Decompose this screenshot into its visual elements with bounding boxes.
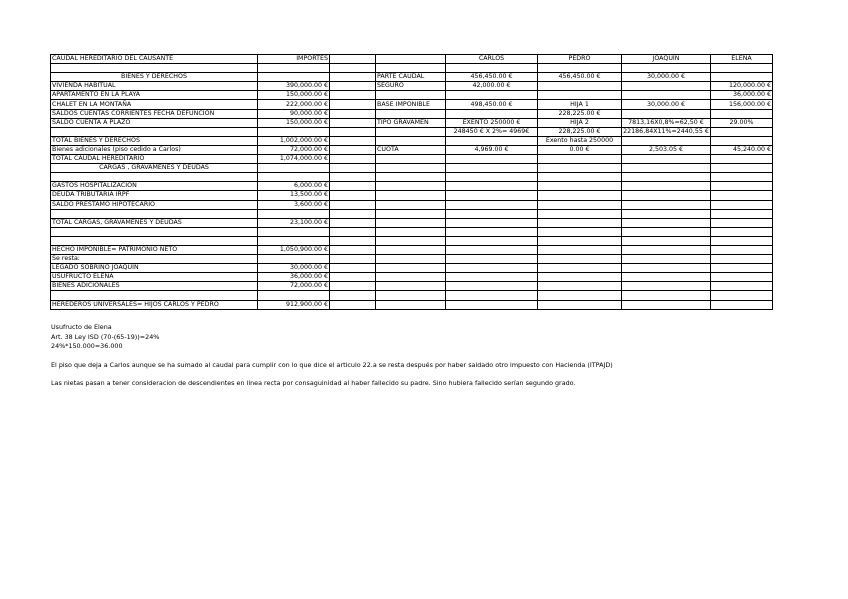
table-cell: 45,240.00 €: [711, 145, 773, 154]
table-cell: [330, 236, 376, 245]
table-cell: [622, 91, 711, 100]
table-cell: 498,450.00 €: [446, 100, 538, 109]
note-usufruct-result: 24%*150.000=36.000: [51, 342, 123, 350]
table-cell: [258, 127, 330, 136]
table-cell: [330, 264, 376, 273]
table-cell: [711, 136, 773, 145]
table-cell: TIPO GRAVAMEN: [376, 118, 446, 127]
table-cell: [622, 136, 711, 145]
table-cell: [538, 255, 622, 264]
table-cell: [258, 291, 330, 300]
table-cell: [51, 173, 258, 182]
table-cell: 22186,84X11%=2440,55 €: [623, 127, 709, 135]
table-cell: [258, 209, 330, 218]
table-cell: 72,000.00 €: [258, 282, 330, 291]
table-cell: [376, 227, 446, 236]
table-cell: [711, 282, 773, 291]
table-row: [51, 82, 773, 91]
table-cell: [258, 173, 330, 182]
table-cell: [330, 82, 376, 91]
table-cell: [376, 127, 446, 136]
note-usufruct-title: Usufructo de Elena: [51, 323, 112, 331]
table-cell: 228,225.00 €: [538, 127, 622, 136]
table-cell: [622, 227, 711, 236]
table-cell: IMPORTES: [258, 55, 330, 64]
table-row: [51, 118, 773, 127]
table-cell: [376, 64, 446, 73]
table-cell: [51, 291, 258, 300]
table-row: [51, 255, 773, 264]
table-row: [51, 155, 773, 164]
table-cell: [376, 209, 446, 218]
table-cell: [330, 91, 376, 100]
table-cell: Bienes adicionales (piso cedido a Carlos): [51, 145, 258, 154]
table-cell: [330, 55, 376, 64]
table-cell: [622, 245, 711, 254]
table-cell: [376, 245, 446, 254]
table-cell: [446, 218, 538, 227]
table-cell: [330, 136, 376, 145]
table-cell: 36,000.00 €: [258, 273, 330, 282]
table-cell: [258, 164, 330, 173]
table-row: [51, 182, 773, 191]
table-cell: [622, 82, 711, 91]
table-cell: VIVIENDA HABITUAL: [51, 82, 258, 91]
table-cell: SALDO PRÉSTAMO HIPOTECARIO: [51, 200, 258, 209]
table-cell: 156,000.00 €: [711, 100, 773, 109]
table-cell: [622, 164, 711, 173]
table-cell: [51, 209, 258, 218]
table-row: [51, 64, 773, 73]
table-cell: EXENTO 250000 €: [446, 118, 538, 127]
table-cell: [446, 64, 538, 73]
table-row: [51, 73, 773, 82]
table-cell: [376, 218, 446, 227]
table-cell: [446, 164, 538, 173]
table-cell: 456,450.00 €: [446, 73, 538, 82]
table-cell: [622, 209, 711, 218]
table-cell: [446, 109, 538, 118]
table-cell: [538, 300, 622, 309]
table-cell: [538, 291, 622, 300]
table-cell: [376, 136, 446, 145]
table-cell: [330, 109, 376, 118]
table-cell: [330, 191, 376, 200]
table-cell: [330, 73, 376, 82]
table-cell: [330, 209, 376, 218]
table-cell: 7813,16X0,8%=62,50 €: [622, 118, 711, 127]
table-cell: [711, 200, 773, 209]
table-row: [51, 273, 773, 282]
table-cell: [538, 245, 622, 254]
table-cell: [711, 127, 773, 136]
table-cell: 3,600.00 €: [258, 200, 330, 209]
table-row: [51, 191, 773, 200]
table-cell: [330, 282, 376, 291]
table-cell: [330, 273, 376, 282]
table-cell: [711, 291, 773, 300]
table-cell: [538, 227, 622, 236]
table-cell: [376, 164, 446, 173]
table-cell: [622, 109, 711, 118]
table-cell: 13,500.00 €: [258, 191, 330, 200]
table-cell: [538, 218, 622, 227]
inheritance-spreadsheet: [50, 54, 773, 310]
table-cell: [622, 218, 711, 227]
table-cell: [538, 264, 622, 273]
note-usufruct-formula: Art. 38 Ley ISD (70-(65-19))=24%: [51, 333, 160, 341]
table-cell: LEGADO SOBRINO JOAQUIN: [51, 264, 258, 273]
table-cell: [376, 109, 446, 118]
table-cell: [330, 291, 376, 300]
table-cell: [258, 64, 330, 73]
table-row: [51, 291, 773, 300]
table-cell: 912,900.00 €: [258, 300, 330, 309]
table-cell: 228,225.00 €: [538, 109, 622, 118]
table-row: [51, 264, 773, 273]
table-cell: [711, 300, 773, 309]
table-cell: BIENES ADICIONALES: [51, 282, 258, 291]
table-cell: 1,002,000.00 €: [258, 136, 330, 145]
table-cell: CHALET EN LA MONTAÑA: [51, 100, 258, 109]
table-cell: [538, 191, 622, 200]
table-cell: 23,100.00 €: [258, 218, 330, 227]
table-cell: [330, 245, 376, 254]
table-cell: 248450 € X 2%= 4969€: [446, 127, 538, 136]
table-cell: 150,000.00 €: [258, 91, 330, 100]
table-cell: [622, 282, 711, 291]
table-cell: 36,000.00 €: [711, 91, 773, 100]
table-cell: [330, 145, 376, 154]
table-cell: CARGAS , GRAVÁMENES Y DEUDAS: [51, 164, 258, 173]
table-cell: [376, 182, 446, 191]
table-cell: [330, 182, 376, 191]
table-cell: [446, 236, 538, 245]
table-cell: [711, 164, 773, 173]
table-cell: GASTOS HOSPITALIZACIÓN: [51, 182, 258, 191]
table-cell: USUFRUCTO ELENA: [51, 273, 258, 282]
note-granddaughters: Las nietas pasan a tener consideracion de descendientes en linea recta por consaguinidad al haber fallecido su padre. Sino hubiera fallecido serían segundo grado.: [51, 379, 576, 387]
table-cell: [330, 118, 376, 127]
table-cell: [538, 155, 622, 164]
table-cell: [376, 264, 446, 273]
table-row: [51, 209, 773, 218]
table-cell: [330, 127, 376, 136]
table-cell: 456,450.00 €: [538, 73, 622, 82]
table-cell: [538, 91, 622, 100]
table-cell: [446, 291, 538, 300]
table-cell: [711, 264, 773, 273]
table-cell: [446, 209, 538, 218]
table-cell: [376, 255, 446, 264]
table-cell: 29.00%: [711, 118, 773, 127]
table-cell: [330, 100, 376, 109]
table-cell: [538, 209, 622, 218]
table-cell: [622, 291, 711, 300]
table-cell: [376, 173, 446, 182]
table-cell: [376, 155, 446, 164]
table-cell: 1,050,900.00 €: [258, 245, 330, 254]
table-cell: [446, 273, 538, 282]
table-cell: [51, 227, 258, 236]
table-cell: [538, 82, 622, 91]
table-row: [51, 218, 773, 227]
table-cell: CUOTA: [376, 145, 446, 154]
table-cell: [330, 164, 376, 173]
table-cell: [622, 191, 711, 200]
table-cell: [538, 200, 622, 209]
table-cell: 1,074,000.00 €: [258, 155, 330, 164]
table-cell: TOTAL BIENES Y DERECHOS: [51, 136, 258, 145]
table-row: [51, 55, 773, 64]
table-row: [51, 227, 773, 236]
table-row: [51, 245, 773, 254]
table-cell: PARTE CAUDAL: [376, 73, 446, 82]
table-cell: [711, 255, 773, 264]
table-cell: 2,503.05 €: [622, 145, 711, 154]
table-cell: [622, 255, 711, 264]
table-cell: HECHO IMPONIBLE= PATRIMONIO NETO: [51, 245, 258, 254]
table-cell: [330, 155, 376, 164]
table-cell: [711, 155, 773, 164]
table-cell: [330, 255, 376, 264]
table-cell: [446, 91, 538, 100]
table-cell: JOAQUIN: [622, 55, 711, 64]
table-cell: [622, 300, 711, 309]
table-cell: [330, 300, 376, 309]
table-cell: SALDO CUENTA A PLAZO: [51, 118, 258, 127]
table-cell: Exento hasta 250000: [538, 136, 622, 145]
table-cell: PEDRO: [538, 55, 622, 64]
table-cell: 42,000.00 €: [446, 82, 538, 91]
table-cell: HIJA 1: [538, 100, 622, 109]
data-table: [50, 54, 773, 310]
table-cell: BIENES Y DERECHOS: [51, 73, 258, 82]
table-cell: [51, 127, 258, 136]
table-cell: [622, 155, 711, 164]
table-cell: Se resta:: [51, 255, 258, 264]
table-cell: [258, 227, 330, 236]
table-cell: [376, 55, 446, 64]
note-carlos-flat: El piso que deja a Carlos aunque se ha sumado al caudal para cumplir con lo que dice el articulo 22.a se resta después por haber saldado otro impuesto con Hacienda (ITPAJD): [51, 361, 613, 369]
table-cell: DEUDA TRIBUTARIA IRPF: [51, 191, 258, 200]
table-row: [51, 100, 773, 109]
table-cell: [446, 182, 538, 191]
table-cell: [538, 164, 622, 173]
table-cell: [622, 264, 711, 273]
table-cell: 30,000.00 €: [258, 264, 330, 273]
table-cell: 390,000.00 €: [258, 82, 330, 91]
table-cell: [376, 191, 446, 200]
table-cell: [711, 236, 773, 245]
table-cell: 4,969.00 €: [446, 145, 538, 154]
table-cell: TOTAL CAUDAL HEREDITARIO: [51, 155, 258, 164]
table-cell: 0.00 €: [538, 145, 622, 154]
table-cell: [446, 155, 538, 164]
table-cell: [258, 236, 330, 245]
table-cell: [446, 255, 538, 264]
table-cell: SEGURO: [376, 82, 446, 91]
table-cell: [446, 227, 538, 236]
table-cell: [622, 173, 711, 182]
table-row: [51, 200, 773, 209]
table-row: [51, 136, 773, 145]
table-cell: [376, 200, 446, 209]
table-cell: [711, 64, 773, 73]
table-cell: [258, 255, 330, 264]
table-row: [51, 282, 773, 291]
table-cell: 6,000.00 €: [258, 182, 330, 191]
table-cell: [711, 227, 773, 236]
table-row: [51, 236, 773, 245]
table-cell: [376, 291, 446, 300]
table-cell: [376, 236, 446, 245]
table-cell: [711, 182, 773, 191]
table-cell: [376, 282, 446, 291]
table-cell: TOTAL CARGAS, GRAVÁMENES Y DEUDAS: [51, 218, 258, 227]
table-row: [51, 109, 773, 118]
table-cell: 222,000.00 €: [258, 100, 330, 109]
table-cell: [711, 273, 773, 282]
table-cell: CAUDAL HEREDITARIO DEL CAUSANTE: [51, 55, 258, 64]
table-cell: [711, 173, 773, 182]
table-cell: [446, 300, 538, 309]
table-cell: [446, 282, 538, 291]
table-cell: [446, 136, 538, 145]
table-cell: [446, 264, 538, 273]
table-cell: BASE IMPONIBLE: [376, 100, 446, 109]
table-cell: [538, 282, 622, 291]
table-cell: HIJA 2: [538, 118, 622, 127]
table-cell: [376, 273, 446, 282]
table-cell: [538, 173, 622, 182]
table-cell: [446, 200, 538, 209]
table-cell: [538, 273, 622, 282]
table-row: [51, 300, 773, 309]
table-row: [51, 127, 773, 136]
table-cell: [446, 173, 538, 182]
table-cell: [711, 191, 773, 200]
table-cell: 72,000.00 €: [258, 145, 330, 154]
table-row: [51, 173, 773, 182]
table-cell: 120,000.00 €: [711, 82, 773, 91]
table-cell: [622, 64, 711, 73]
table-cell: 90,000.00 €: [258, 109, 330, 118]
table-cell: [446, 245, 538, 254]
table-cell: [51, 64, 258, 73]
table-cell: [622, 273, 711, 282]
table-row: [51, 164, 773, 173]
table-cell: [711, 245, 773, 254]
table-cell: [711, 109, 773, 118]
table-cell: [622, 182, 711, 191]
table-cell: [330, 218, 376, 227]
table-cell: [711, 218, 773, 227]
table-cell: CARLOS: [446, 55, 538, 64]
table-cell: 150,000.00 €: [258, 118, 330, 127]
table-cell: 30,000.00 €: [622, 73, 711, 82]
table-row: [51, 91, 773, 100]
table-cell: [330, 227, 376, 236]
table-cell: SALDOS CUENTAS CORRIENTES FECHA DEFUNCIÓN: [51, 109, 258, 118]
table-cell: [376, 300, 446, 309]
table-cell: [330, 64, 376, 73]
table-row: [51, 145, 773, 154]
table-cell: [376, 91, 446, 100]
table-cell: [258, 73, 330, 82]
table-cell: [446, 191, 538, 200]
table-cell: [538, 182, 622, 191]
table-cell: [538, 236, 622, 245]
table-cell: [622, 236, 711, 245]
table-cell: [51, 236, 258, 245]
table-cell: [330, 173, 376, 182]
table-cell: [538, 64, 622, 73]
table-cell: HEREDEROS UNIVERSALES= HIJOS CARLOS Y PEDRO: [51, 300, 258, 309]
table-cell: [711, 73, 773, 82]
table-cell: 30,000.00 €: [622, 100, 711, 109]
table-cell: APARTAMENTO EN LA PLAYA: [51, 91, 258, 100]
table-cell: [711, 209, 773, 218]
table-cell: ELENA: [711, 55, 773, 64]
table-cell: [622, 200, 711, 209]
table-cell: [330, 200, 376, 209]
